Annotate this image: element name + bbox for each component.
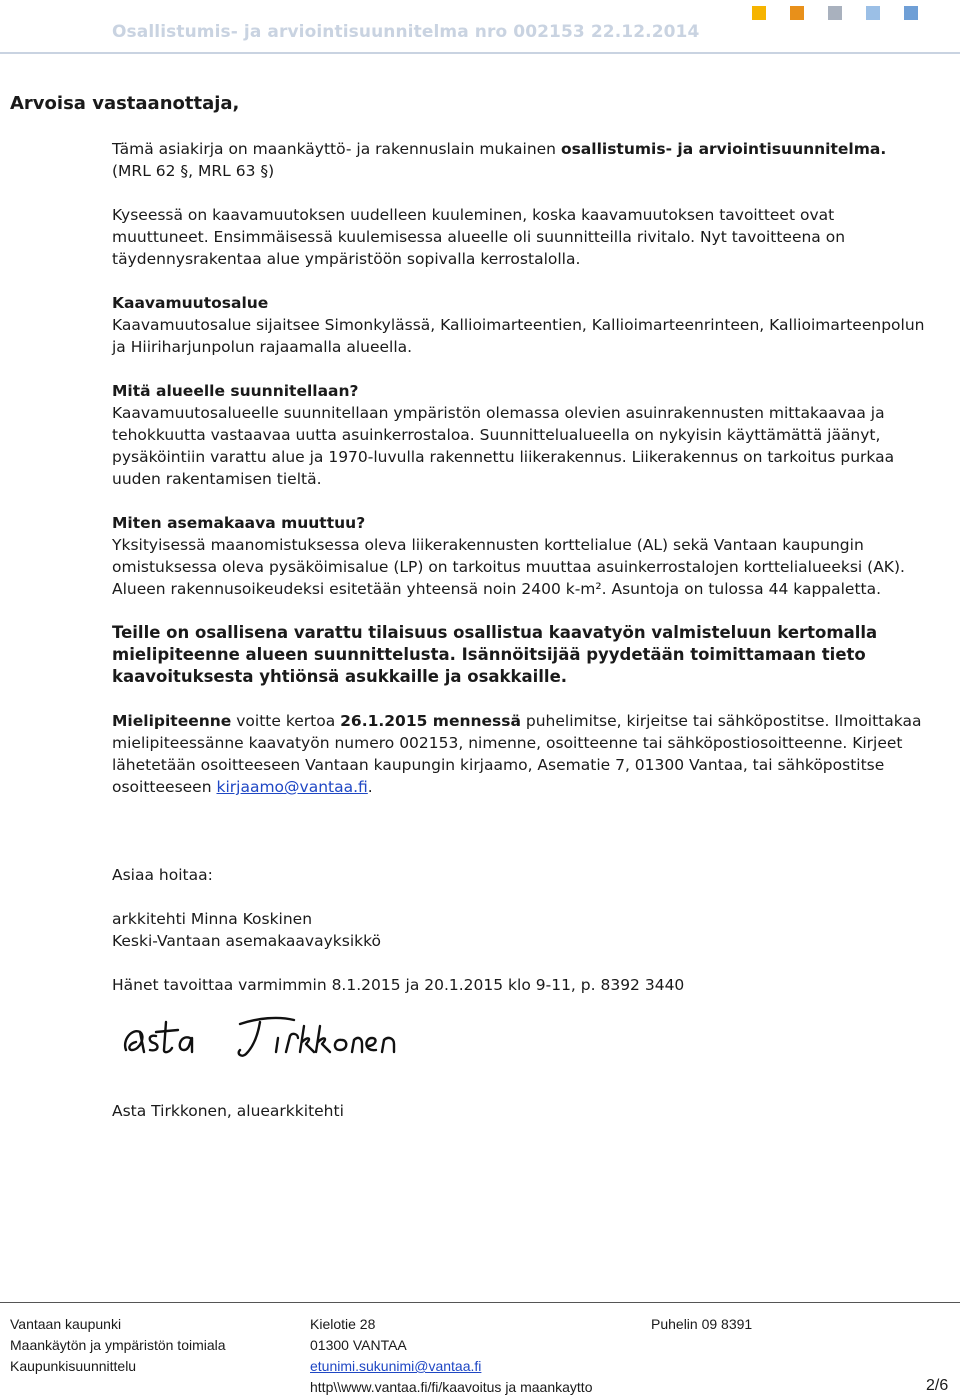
section-heading: Kaavamuutosalue	[112, 294, 269, 312]
decor-square	[790, 6, 804, 20]
footer-phone: Puhelin 09 8391	[651, 1316, 753, 1332]
intro-paragraph: Kyseessä on kaavamuutoksen uudelleen kuuleminen, koska kaavamuutoksen tavoitteet ovat muuttuneet. Ensimmäisessä kuulemisessa alueelle oli suunnitteilla rivitalo. Nyt tavoitteena on täydennysrakentaa alue ympäristöön sopivalla kerrostalolla.	[112, 206, 846, 268]
contact-unit: Keski-Vantaan asemakaavayksikkö	[112, 932, 382, 950]
section-heading: Miten asemakaava muuttuu?	[112, 514, 366, 532]
contact-availability: Hänet tavoittaa varmimmin 8.1.2015 ja 20.1.2015 klo 9-11, p. 8392 3440	[112, 976, 685, 994]
footer-line: Kaupunkisuunnittelu	[10, 1358, 137, 1374]
intro-emphasis: osallistumis- ja arviointisuunnitelma.	[560, 140, 887, 158]
footer-email-link[interactable]: etunimi.sukunimi@vantaa.fi	[310, 1358, 482, 1374]
registry-email-link[interactable]: kirjaamo@vantaa.fi	[216, 778, 368, 796]
opinion-text: .	[367, 778, 373, 796]
page-number: 2/6	[926, 1377, 949, 1394]
section-text: Kaavamuutosalueelle suunnitellaan ympäristön olemassa olevien asuinrakennusten mittakaavaa ja tehokkuutta vastaavaa uutta asuinkerrostaloa. Suunnittelualueella on nykyisin käyttämättä jäänyt, pysäköintiin varattu alue ja 1970-luvulla rakennettu liikerakennus. Liikerakennus on tarkoitus purkaa uuden rakentamisen tieltä.	[112, 404, 895, 488]
contact-label: Asiaa hoitaa:	[112, 866, 213, 884]
intro-line	[112, 138, 932, 160]
opinion-text: voitte kertoa	[231, 712, 341, 730]
decor-square	[866, 6, 880, 20]
opinion-emphasis: Mielipiteenne	[112, 712, 232, 730]
decor-square	[752, 6, 766, 20]
footer-divider	[0, 1302, 960, 1303]
deadline: 26.1.2015 mennessä	[340, 712, 521, 730]
contact-name: arkkitehti Minna Koskinen	[112, 910, 313, 928]
footer-organization	[10, 1314, 226, 1377]
document-title: Osallistumis- ja arviointisuunnitelma nro 002153 22.12.2014	[112, 22, 700, 42]
decor-square	[904, 6, 918, 20]
section-heading: Mitä alueelle suunnitellaan?	[112, 382, 359, 400]
footer-line: Vantaan kaupunki	[10, 1316, 122, 1332]
intro-text: Tämä asiakirja on maankäyttö- ja rakennuslain mukainen	[112, 140, 561, 158]
opinion-paragraph	[112, 710, 932, 798]
opinion-text: puhelimitse, kirjeitse tai sähköpostitse. Ilmoittakaa mielipiteessänne kaavatyön numero 002153, nimenne, osoitteenne tai sähköpostiosoitteenne. Kirjeet lähetetään osoitteeseen Vantaan kaupungin kirjaamo, Asematie 7, 01300 Vantaa, tai sähköpostitse osoitteeseen	[112, 712, 922, 796]
decor-square	[828, 6, 842, 20]
participation-notice: Teille on osallisena varattu tilaisuus osallistua kaavatyön valmisteluun kertomalla mielipiteenne alueen suunnittelusta. Isännöitsijää pyydetään toimittamaan tieto kaavoituksesta yhtiönsä asukkaille ja osakkaille.	[112, 623, 878, 686]
section-text: Kaavamuutosalue sijaitsee Simonkylässä, Kallioimarteentien, Kallioimarteenrinteen, Kallioimarteenpolun ja Hiiriharjunpolun rajaamalla alueella.	[112, 316, 925, 356]
footer-line: Maankäytön ja ympäristön toimiala	[10, 1337, 226, 1353]
footer-line: Kielotie 28	[310, 1316, 376, 1332]
letter-body	[112, 138, 932, 996]
section-text: Yksityisessä maanomistuksessa oleva liikerakennusten korttelialue (AL) sekä Vantaan kaupungin omistuksessa oleva pysäköimisalue (LP) on tarkoitus muuttaa asuinkerrostalojen korttelialueeksi (AK). Alueen rakennusoikeudeksi esitetään yhteensä noin 2400 k-m². Asuntoja on tulossa 44 kappaletta.	[112, 536, 905, 598]
header-divider	[0, 52, 960, 54]
footer-address	[310, 1314, 592, 1398]
signatory-name: Asta Tirkkonen, aluearkkitehti	[112, 1102, 344, 1120]
law-reference: (MRL 62 §, MRL 63 §)	[112, 162, 275, 180]
handwritten-signature	[118, 1010, 408, 1070]
greeting: Arvoisa vastaanottaja,	[10, 93, 240, 114]
footer-line: 01300 VANTAA	[310, 1337, 407, 1353]
footer-website: http\\www.vantaa.fi/fi/kaavoitus ja maankaytto	[310, 1379, 593, 1395]
